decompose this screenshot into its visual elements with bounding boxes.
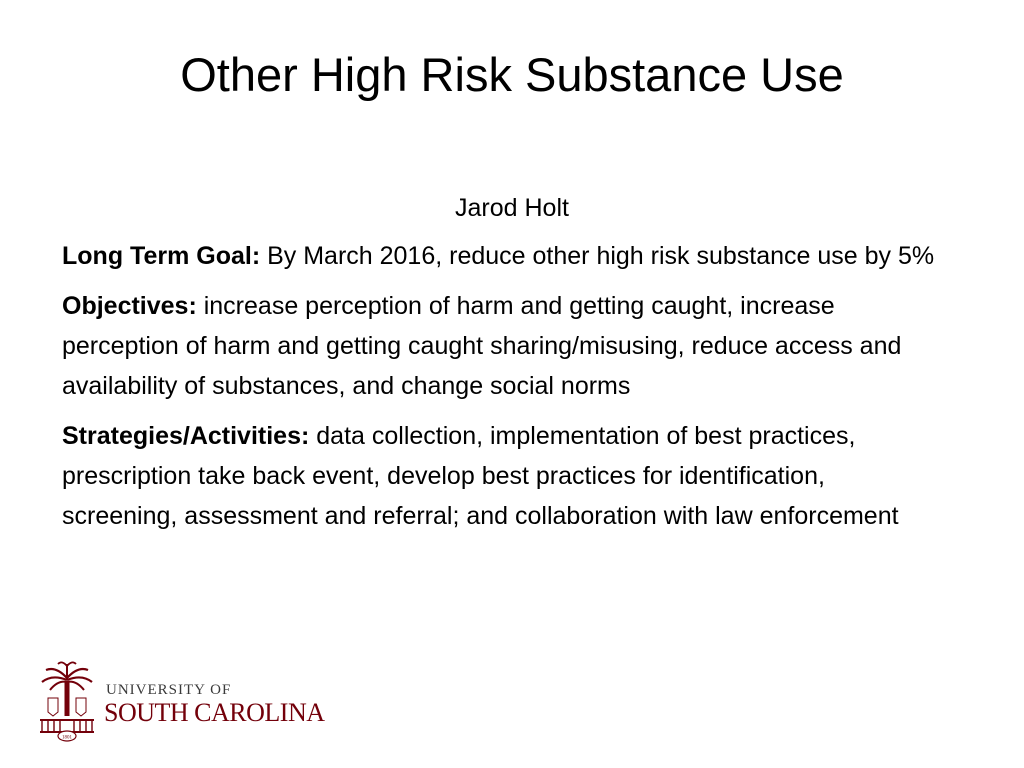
objectives-paragraph [62,286,942,406]
strategies-label: Strategies/Activities: [62,422,310,450]
logo-university-of: UNIVERSITY OF [106,682,232,698]
university-logo [36,658,336,742]
seal-year: 1801 [62,735,72,741]
goal-paragraph [62,236,942,276]
strategies-paragraph [62,416,942,536]
slide-body [62,236,942,546]
goal-label: Long Term Goal: [62,242,261,270]
strategies-text: data collection, implementation of best practices, prescription take back event, develop best practices for identification, screening, assessment and referral; and collaboration with law enforcement [62,422,899,530]
goal-text: By March 2016, reduce other high risk substance use by 5% [260,242,935,270]
logo-south-carolina: SOUTH CAROLINA [104,698,325,727]
objectives-text: increase perception of harm and getting caught, increase perception of harm and getting caught sharing/misusing, reduce access and availability of substances, and change social norms [62,292,902,400]
slide-title: Other High Risk Substance Use [180,48,844,101]
objectives-label: Objectives: [62,292,197,320]
author-name: Jarod Holt [455,194,569,222]
palmetto-seal-icon [36,658,98,742]
